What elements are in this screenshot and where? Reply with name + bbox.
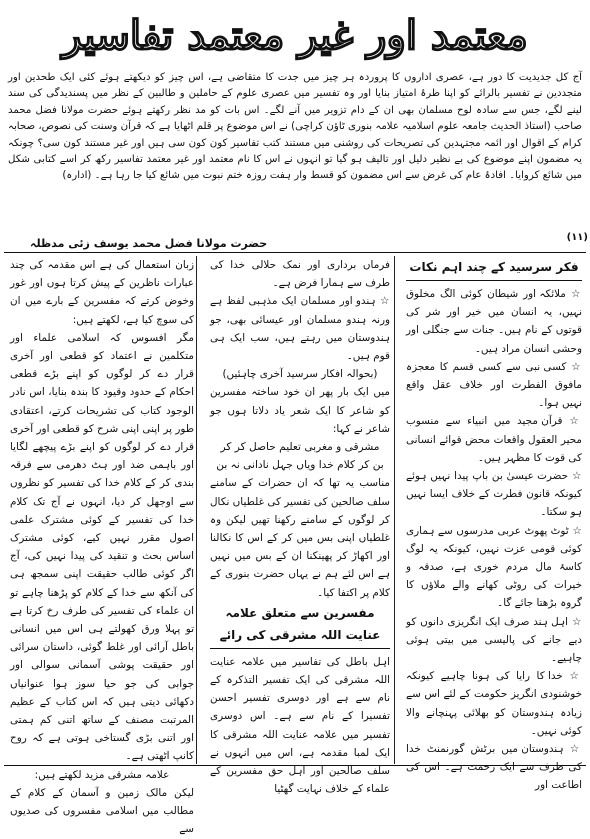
section-heading: فکر سرسید کے چند اہم نکات xyxy=(409,260,579,274)
star-icon: ☆ xyxy=(568,470,582,483)
bullet-point: ☆ اہل ہند صرف ایک انگریزی دانوں کو دیے جانے کی پالیسی میں بیتی ہوئی چاہیے۔ xyxy=(406,615,582,665)
star-icon: ☆ xyxy=(568,524,583,537)
star-icon: ☆ xyxy=(566,360,582,373)
intro-text: آج کل جدیدیت کا دور ہے، عصری اداروں کا پروردہ ہر چیز میں جدت کا متقاضی ہے، اس چیز کو دیکھتے ہوئے کئی ایک طحدین اور متجددین نے تفسیر بالرائے کو اپنا طرۂ امتیاز بنایا اور وہ تفسیر میں عصری علوم کے حاملین و طالبین کے نظر میں پسندیدگی کی سند لینے لگے، جس سے سادہ لوح مسلمان بھی ان کے دام تزویر میں آنے لگے۔ اس بات کو مد نظر رکھتے ہوئے حضرت مولانا فضل محمد صاحب (استاذ الحدیث جامعہ علوم اسلامیہ علامہ بنوری ٹاؤن کراچی) نے اس موضوع پر قلم اٹھایا ہے کہ قرآن وسنت کی نصوص، صحابہ کرام کے اقوال اور ائمہ مجتہدین کی تصریحات کی روشنی میں مستند کتب تفاسیر کون کون سی ہیں اور غیر مستند کون سی؟ چونکہ یہ مضمون اپنے موضوع کی بے نظیر دلیل اور تالیف ہو گیا تو انہوں نے اس کا نام معتمد اور غیر معتمد تفاسیر رکھ کر اسے کتابی شکل میں شائع کروایا۔ افادۂ عام کی غرض سے اس مضمون کو قسط وار ہفت روزہ ختم نبوت میں شائع کیا جا رہا ہے۔ (ادارہ) xyxy=(8,72,582,182)
intro-paragraph xyxy=(8,70,582,185)
column-divider xyxy=(196,256,197,764)
body-text: فرماں برداری اور نمک حلالی خدا کی طرف سے ہمارا فرض ہے۔ xyxy=(210,259,390,290)
verse-line: مشرقی و مغربی تعلیم حاصل کر کر xyxy=(220,441,380,454)
bullet-point: ☆ ملائکہ اور شیطان کوئی الگ مخلوق نہیں، یہ انسان میں خیر اور شر کی قوتوں کے نام ہیں۔ جنات سے جنگلی اور وحشی انسان مراد ہیں۔ xyxy=(406,288,582,355)
body-text: مناسب یہ تھا کہ ان حضرات کے سامنے سلف صالحین کی تفسیر کی غلطیاں نکال کر لوگوں کے سامنے رکھنا تھیں لیکن وہ غلطیاں اپنی بس میں کر کے اس کا نکالنا اور اکھاڑ کر پھینکنا ان کے بس میں نہیں ہے اس لئے ہم نے یہاں حضرت بنوری کے کلام پر اکتفا کیا۔ xyxy=(210,477,390,599)
column-divider xyxy=(394,256,395,764)
star-icon: ☆ xyxy=(565,288,582,300)
star-icon: ☆ xyxy=(562,415,582,428)
body-text: زبان استعمال کی ہے اس مقدمہ کی چند عبارات ناظرین کے پیش کرتا ہوں اور غور وخوض کرتے کہ مفسرین کے بارے میں ان کی سوچ کیا ہے، لکھتے ہیں: xyxy=(10,259,194,326)
bullet-point: ☆ قرآن مجید میں انبیاء سے منسوب محیر العقول واقعات محض قوائے انسانی کی قوت کا مظہر ہیں۔ xyxy=(406,415,582,464)
heading-underline xyxy=(406,280,582,281)
page-number: (۱۱) xyxy=(566,232,588,243)
page-title: معتمد اور غیر معتمد تفاسیر xyxy=(62,12,528,59)
column-right xyxy=(406,256,583,792)
bullet-point: ☆ خدا کا رایا کی ہونا چاہیے کیونکہ خوشنودی انگریز حکومت کے لئے اس سے زیادہ ہندوستان کو بھلائی پہنچانے والا کوئی نہیں۔ xyxy=(406,670,582,737)
citation: (بحوالہ افکار سرسید آخری چاہئیں) xyxy=(222,368,378,381)
bullet-point: ☆ ہندوستان میں برٹش گورنمنٹ خدا کی طرف سے ایک رحمت ہے۔ اس کی اطاعت اور xyxy=(406,743,582,792)
column-middle xyxy=(210,256,390,796)
body-text: ☆ ہندو اور مسلمان ایک مذہبی لفظ ہے ورنہ ہندو مسلمان اور عیسائی بھی، جو ہندوستان میں رہتے ہیں، سب ایک ہی قوم ہیں۔ xyxy=(210,295,390,363)
body-text: علامہ مشرقی مزید لکھتے ہیں: xyxy=(34,768,170,781)
bullet-point: ☆ ٹوٹ پھوٹ عربی مدرسوں سے ہماری کوئی قومی عزت نہیں، کیونکہ یہ لوگ کاسۂ مال مردم خوری ہے، صدقہ و خیرات کی روٹی کھانے والے ملاؤں کا گروہ بڑھتا جائے گا۔ xyxy=(406,524,583,610)
star-icon: ☆ xyxy=(563,743,582,756)
star-icon: ☆ xyxy=(562,670,582,683)
header-divider xyxy=(4,252,586,253)
star-icon: ☆ xyxy=(568,615,582,628)
bullet-point: ☆ حضرت عیسیٰ بن باپ پیدا نہیں ہوئے کیونکہ قانون فطرت کے خلاف ایسا نہیں ہو سکتا۔ xyxy=(406,470,582,519)
quote-text: مگر افسوس کہ اسلامی علماء اور متکلمین نے اعتماد کو قطعی اور آخری قرار دے کر لوگوں کو اپنے بڑے قطعی احکام کے حدود وقیود کا بندہ بنایا، اس نادر الوجود کتاب کی تشریحات کرتے، اعتقادی طور پر اپنی اپنی شرح کو قطعی اور آخری قرار دے کر لوگوں کو اپنے بڑے پیچھے لگایا اور باہمی ضد اور ہٹ دھرمی سے فرقہ بندی کر کے کلام خدا کی تفسیر کو نظروں سے اوجھل کر دیا، انہوں نے آج تک کلام خدا کی تفسیر کے کوئی مشترک علمی اصول مقرر نہیں کیے، کوئی مشترک اساس بحث و تنقید کی پیدا نہیں کی، آج اگر کوئی طالب حقیقت اپنی سمجھ ہی کی آنکھ سے خدا کے کلام کو پڑھنا چاہے تو ان علماء کی تفسیر کی طرف رخ کرتا ہے تو پہلا ورق کھولتے ہی اس میں انسانی باطل آرائی اور غلط گوئی، داستان سرائی اور حقیقت پوشی آسمانی سوالی اور جوابی کی جو حیا سوز ہوا عنوانیاں دکھائی دیتی ہیں کہ اس کتاب کے عظیم المرتبت مصنف کے ساتھ اتنی کم ہمتی اور اتنی بڑی گستاخی ہوتی ہے کہ روح کانپ اٹھتی ہے۔ xyxy=(10,331,194,763)
body-text: میں ایک بار پھر ان خود ساختہ مفسرین کو شاعر کا ایک شعر یاد دلاتا ہوں جو شاعر نے کہا: xyxy=(210,386,390,435)
author-byline: حضرت مولانا فضل محمد یوسف زئی مدظلہ xyxy=(30,237,268,250)
column-left xyxy=(10,256,194,836)
section-heading: مفسرین سے متعلق علامہ عنایت اللہ مشرقی کی رائے xyxy=(219,605,381,642)
bullet-point: ☆ کسی نبی سے کسی قسم کا معجزہ مافوق الفطرت اور خلاف عقل واقع نہیں ہوا۔ xyxy=(406,360,582,410)
body-text: اہل باطل کی تفاسیر میں علامہ عنایت اللہ مشرقی کی ایک تفسیر التذکرہ کے نام سے ہے اور دوسری تفسیر احسن تفسیرا کے نام سے ہے۔ اس دوسری تفسیر میں علامہ عنایت اللہ مشرقی کا ایک لمبا مقدمہ ہے، اس میں انہوں نے سلف صالحین اور اہل حق مفسرین کے علماء کے خلاف نہایت گھٹیا xyxy=(210,655,390,796)
verse-line: بن کر کلام خدا ویاں جہل نادانی نہ بن xyxy=(216,459,384,472)
heading-underline xyxy=(210,648,390,649)
quote-text: لیکن مالک زمین و آسمان کے کلام کے مطالب میں اسلامی مفسروں کی صدیوں سے xyxy=(10,786,194,836)
star-icon: ☆ xyxy=(375,295,390,308)
